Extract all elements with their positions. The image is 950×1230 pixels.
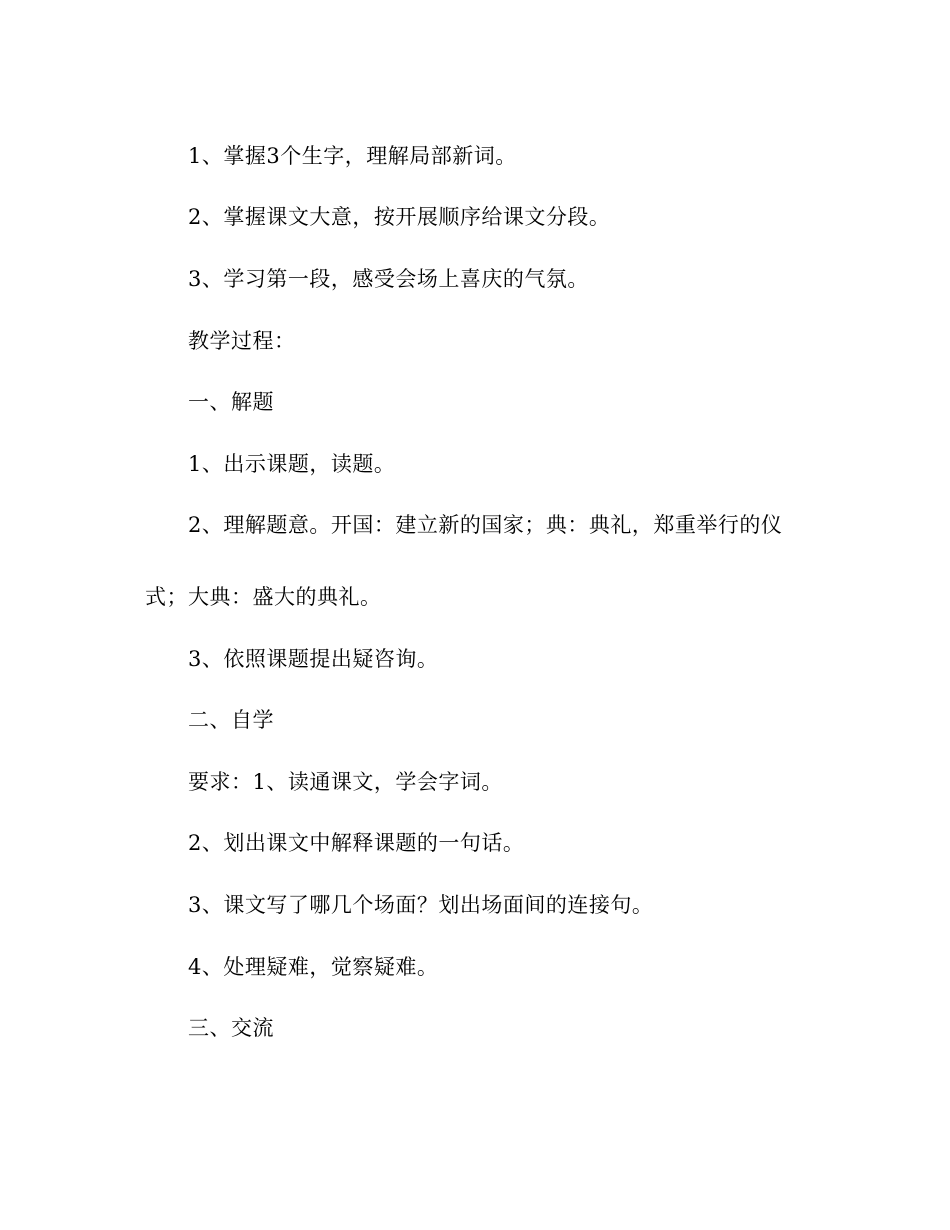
section-heading-process: 教学过程： — [188, 329, 296, 353]
step-1-3: 3、依照课题提出疑咨询。 — [188, 647, 439, 671]
section-heading-1: 一、解题 — [188, 390, 274, 414]
requirement-2: 2、划出课文中解释课题的一句话。 — [188, 831, 525, 855]
requirement-1: 要求：1、读通课文，学会字词。 — [188, 770, 503, 794]
step-1-2: 2、理解题意。开国：建立新的国家；典：典礼，郑重举行的仪 — [188, 513, 783, 537]
step-1-2-continued: 式；大典：盛大的典礼。 — [145, 585, 382, 609]
step-1-1: 1、出示课题，读题。 — [188, 452, 396, 476]
section-heading-2: 二、自学 — [188, 708, 274, 732]
objective-2: 2、掌握课文大意，按开展顺序给课文分段。 — [188, 205, 611, 229]
requirement-4: 4、处理疑难，觉察疑难。 — [188, 955, 439, 979]
requirement-3: 3、课文写了哪几个场面？划出场面间的连接句。 — [188, 893, 654, 917]
objective-3: 3、学习第一段，感受会场上喜庆的气氛。 — [188, 267, 589, 291]
objective-1: 1、掌握3个生字，理解局部新词。 — [188, 144, 517, 168]
section-heading-3: 三、交流 — [188, 1016, 274, 1040]
